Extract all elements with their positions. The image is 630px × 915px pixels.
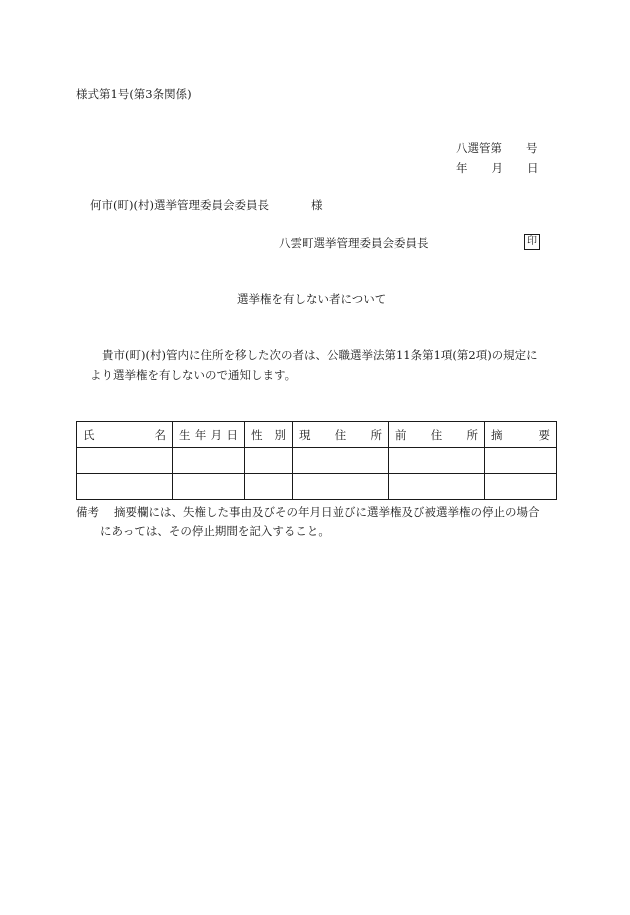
form-number: 様式第1号(第3条関係) [76,87,192,101]
date-month: 月 [491,161,503,175]
header-name: 氏名 [77,422,173,448]
table-cell [485,474,557,500]
table-cell [173,474,245,500]
addressee [90,198,322,212]
document-date [456,161,539,175]
table-header-row [77,422,557,448]
table-cell [77,448,173,474]
body-line-1: 貴市(町)(村)管内に住所を移した次の者は、公職選挙法第11条第1項(第2項)の規定に [102,348,538,362]
subject-title: 選挙権を有しない者について [237,292,387,306]
document-number [456,141,538,155]
table-row [77,474,557,500]
table-cell [389,474,485,500]
sender-name: 八雲町選挙管理委員会委員長 [279,236,429,250]
header-remarks: 摘要 [485,422,557,448]
addressee-name: 何市(町)(村)選挙管理委員会委員長 [90,198,269,212]
body-line-2: より選挙権を有しないので通知します。 [90,368,297,382]
table-cell [77,474,173,500]
seal-stamp: 印 [524,234,540,250]
table-cell [485,448,557,474]
date-day: 日 [527,161,539,175]
addressee-honorific: 様 [310,198,323,212]
remarks-line-2: にあっては、その停止期間を記入すること。 [100,524,330,538]
table-cell [293,474,389,500]
remarks-note [76,503,560,541]
table-cell [389,448,485,474]
date-year: 年 [456,161,468,175]
header-gender: 性別 [245,422,293,448]
record-table [76,421,557,500]
document-number-suffix: 号 [526,141,538,155]
header-previous-address: 前住所 [389,422,485,448]
header-birthdate: 生年月日 [173,422,245,448]
table-cell [173,448,245,474]
table-cell [245,474,293,500]
document-number-prefix: 八選管第 [456,141,502,155]
table-cell [245,448,293,474]
table-row [77,448,557,474]
remarks-label: 備考 [76,505,99,519]
remarks-line-1: 摘要欄には、失権した事由及びその年月日並びに選挙権及び被選挙権の停止の場合 [114,505,540,519]
table-cell [293,448,389,474]
header-current-address: 現住所 [293,422,389,448]
